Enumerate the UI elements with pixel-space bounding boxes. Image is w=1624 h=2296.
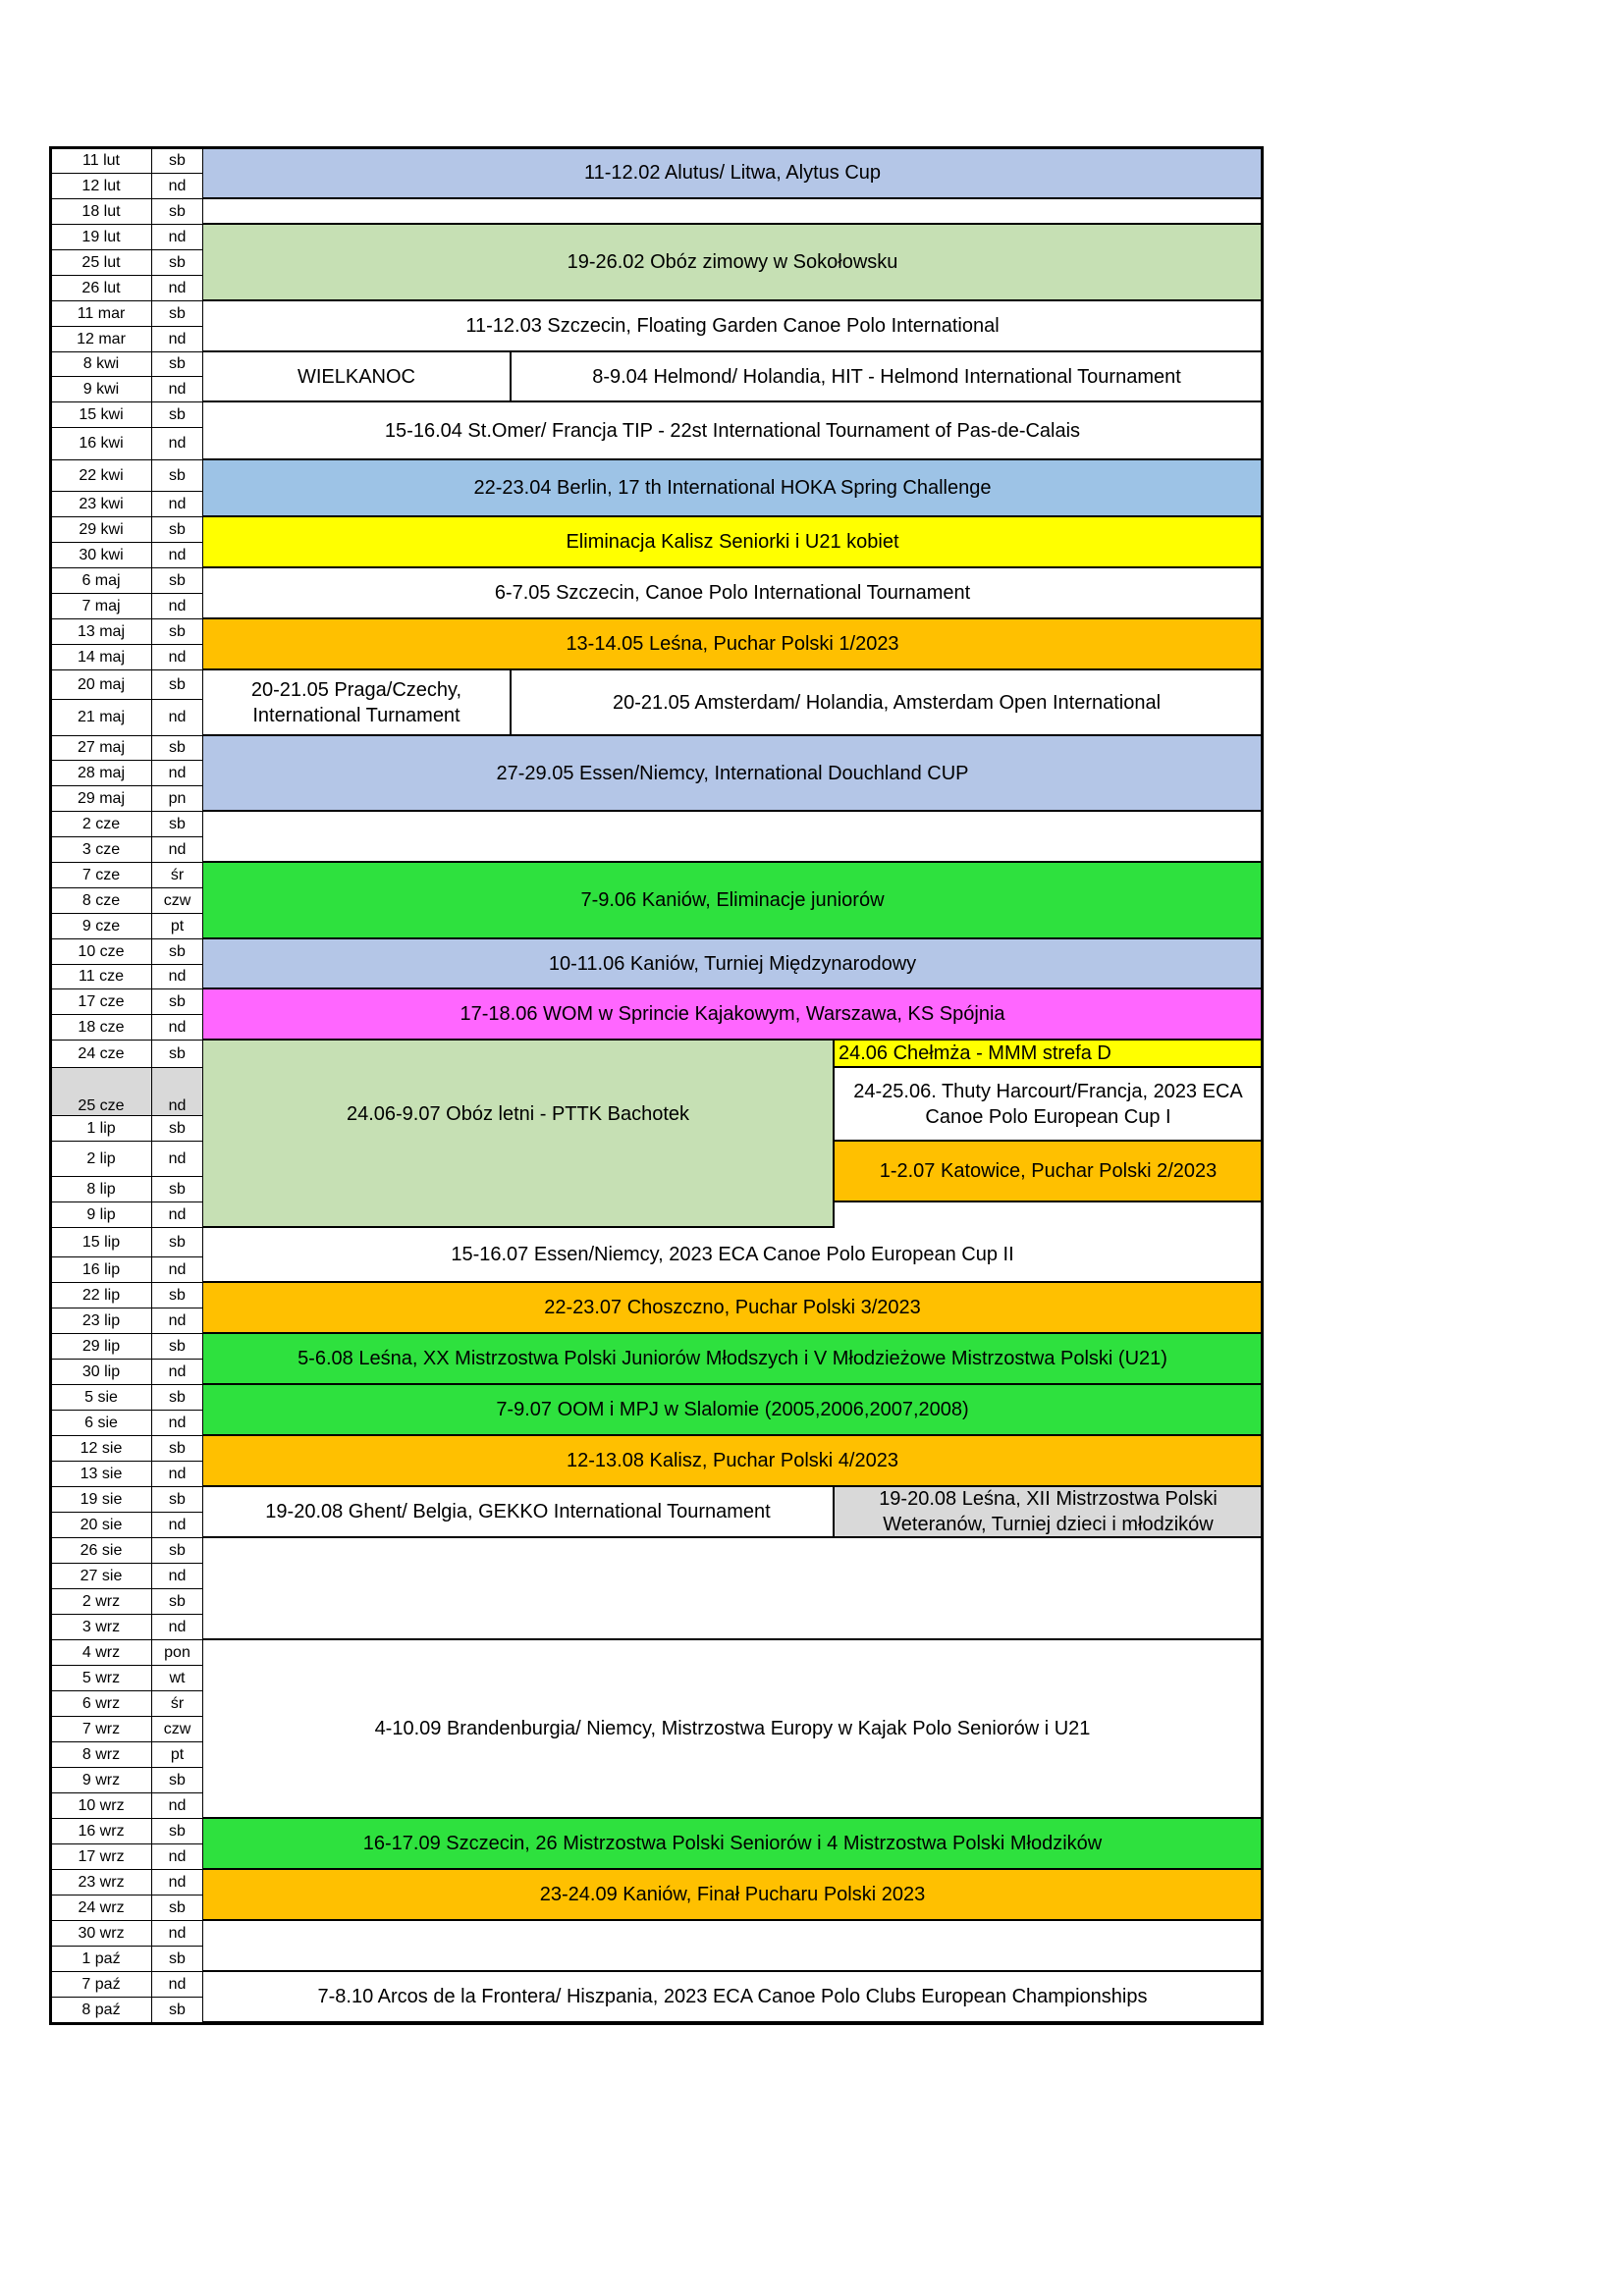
event-block: 27-29.05 Essen/Niemcy, International Douchland CUP — [203, 736, 1262, 812]
day-cell: nd — [152, 1972, 203, 1998]
date-cell: 18 lut — [51, 199, 152, 225]
day-cell: nd — [152, 1513, 203, 1538]
event-block: 24.06-9.07 Obóz letni - PTTK Bachotek — [203, 1041, 833, 1228]
day-cell: sb — [152, 736, 203, 761]
date-cell: 17 cze — [51, 989, 152, 1015]
day-cell: sb — [152, 1385, 203, 1411]
date-cell: 23 kwi — [51, 492, 152, 517]
date-cell: 2 lip — [51, 1142, 152, 1177]
day-cell: nd — [152, 1793, 203, 1819]
date-cell: 1 paź — [51, 1947, 152, 1972]
day-cell: nd — [152, 761, 203, 786]
date-cell: 26 sie — [51, 1538, 152, 1564]
day-cell: sb — [152, 301, 203, 327]
event-block: 22-23.07 Choszczno, Puchar Polski 3/2023 — [203, 1283, 1262, 1334]
day-cell: pon — [152, 1640, 203, 1666]
day-cell: nd — [152, 1870, 203, 1896]
day-cell: sb — [152, 1041, 203, 1068]
day-cell: pn — [152, 786, 203, 812]
day-cell: sb — [152, 517, 203, 543]
event-block: 23-24.09 Kaniów, Finał Pucharu Polski 2023 — [203, 1870, 1262, 1921]
calendar-table — [51, 148, 1262, 2053]
event-block: 20-21.05 Praga/Czechy, International Turnament — [203, 670, 510, 736]
day-cell: nd — [152, 594, 203, 619]
date-cell: 23 lip — [51, 1308, 152, 1334]
event-block: 19-20.08 Leśna, XII Mistrzostwa Polski Weteranów, Turniej dzieci i młodzików — [833, 1487, 1262, 1538]
event-block: 22-23.04 Berlin, 17 th International HOKA Spring Challenge — [203, 460, 1262, 517]
event-block: 6-7.05 Szczecin, Canoe Polo International Tournament — [203, 568, 1262, 619]
date-cell: 10 wrz — [51, 1793, 152, 1819]
date-cell: 16 kwi — [51, 428, 152, 460]
day-cell: sb — [152, 1819, 203, 1844]
day-cell: czw — [152, 888, 203, 914]
date-cell: 3 wrz — [51, 1615, 152, 1640]
date-cell: 21 maj — [51, 700, 152, 736]
date-cell: 8 kwi — [51, 352, 152, 377]
date-cell: 9 lip — [51, 1202, 152, 1228]
date-cell: 12 sie — [51, 1436, 152, 1462]
day-cell: sb — [152, 1177, 203, 1202]
date-cell: 20 maj — [51, 670, 152, 700]
day-cell: pt — [152, 914, 203, 939]
date-cell: 2 cze — [51, 812, 152, 837]
date-cell: 24 wrz — [51, 1896, 152, 1921]
day-cell: sb — [152, 199, 203, 225]
date-cell: 5 wrz — [51, 1666, 152, 1691]
event-block: 13-14.05 Leśna, Puchar Polski 1/2023 — [203, 619, 1262, 670]
day-cell: sb — [152, 250, 203, 276]
date-cell: 5 sie — [51, 1385, 152, 1411]
date-cell: 24 cze — [51, 1041, 152, 1068]
day-cell: nd — [152, 1308, 203, 1334]
date-cell: 25 lut — [51, 250, 152, 276]
event-block: WIELKANOC — [203, 352, 510, 402]
date-cell: 27 maj — [51, 736, 152, 761]
day-cell: nd — [152, 1615, 203, 1640]
date-cell: 9 kwi — [51, 377, 152, 402]
date-cell: 29 lip — [51, 1334, 152, 1360]
event-block: 5-6.08 Leśna, XX Mistrzostwa Polski Juniorów Młodszych i V Młodzieżowe Mistrzostwa Polski (U21) — [203, 1334, 1262, 1385]
date-cell: 13 maj — [51, 619, 152, 645]
event-block: 15-16.04 St.Omer/ Francja TIP - 22st International Tournament of Pas-de-Calais — [203, 402, 1262, 460]
date-cell: 20 sie — [51, 1513, 152, 1538]
day-cell: nd — [152, 1411, 203, 1436]
date-cell: 16 wrz — [51, 1819, 152, 1844]
date-cell: 8 lip — [51, 1177, 152, 1202]
date-cell: 22 lip — [51, 1283, 152, 1308]
day-cell: nd — [152, 428, 203, 460]
day-cell: sb — [152, 1896, 203, 1921]
event-block: 17-18.06 WOM w Sprincie Kajakowym, Warszawa, KS Spójnia — [203, 989, 1262, 1041]
day-cell: nd — [152, 174, 203, 199]
date-cell: 6 maj — [51, 568, 152, 594]
date-cell: 18 cze — [51, 1015, 152, 1041]
date-cell: 15 kwi — [51, 402, 152, 428]
day-cell: sb — [152, 989, 203, 1015]
date-cell: 14 maj — [51, 645, 152, 670]
day-cell: sb — [152, 1947, 203, 1972]
day-cell: nd — [152, 1015, 203, 1041]
date-cell: 2 wrz — [51, 1589, 152, 1615]
event-block: 16-17.09 Szczecin, 26 Mistrzostwa Polski Seniorów i 4 Mistrzostwa Polski Młodzików — [203, 1819, 1262, 1870]
day-cell: wt — [152, 1666, 203, 1691]
day-cell: sb — [152, 1487, 203, 1513]
day-cell: nd — [152, 700, 203, 736]
event-block: 7-9.07 OOM i MPJ w Slalomie (2005,2006,2007,2008) — [203, 1385, 1262, 1436]
day-cell: sb — [152, 812, 203, 837]
day-cell: sb — [152, 939, 203, 965]
event-block: 20-21.05 Amsterdam/ Holandia, Amsterdam Open International — [510, 670, 1262, 736]
day-cell: sb — [152, 352, 203, 377]
day-cell: sb — [152, 1998, 203, 2023]
event-block: 19-26.02 Obóz zimowy w Sokołowsku — [203, 225, 1262, 301]
day-cell: nd — [152, 225, 203, 250]
date-cell: 25 cze — [51, 1068, 152, 1116]
day-cell: sb — [152, 1116, 203, 1142]
event-block: 10-11.06 Kaniów, Turniej Międzynarodowy — [203, 939, 1262, 989]
event-block: 15-16.07 Essen/Niemcy, 2023 ECA Canoe Polo European Cup II — [203, 1228, 1262, 1283]
date-cell: 23 wrz — [51, 1870, 152, 1896]
day-cell: śr — [152, 863, 203, 888]
day-cell: śr — [152, 1691, 203, 1717]
event-block: 4-10.09 Brandenburgia/ Niemcy, Mistrzostwa Europy w Kajak Polo Seniorów i U21 — [203, 1640, 1262, 1819]
date-cell: 16 lip — [51, 1257, 152, 1283]
day-cell: nd — [152, 965, 203, 989]
event-block — [203, 199, 1262, 225]
date-cell: 8 wrz — [51, 1742, 152, 1768]
date-cell: 1 lip — [51, 1116, 152, 1142]
day-cell: sb — [152, 1283, 203, 1308]
day-cell: sb — [152, 1589, 203, 1615]
day-cell: nd — [152, 1068, 203, 1116]
event-block: 7-8.10 Arcos de la Frontera/ Hiszpania, 2023 ECA Canoe Polo Clubs European Championships — [203, 1972, 1262, 2023]
date-cell: 29 kwi — [51, 517, 152, 543]
date-cell: 27 sie — [51, 1564, 152, 1589]
date-cell: 6 sie — [51, 1411, 152, 1436]
day-cell: sb — [152, 619, 203, 645]
event-block: 1-2.07 Katowice, Puchar Polski 2/2023 — [833, 1142, 1262, 1202]
day-cell: nd — [152, 645, 203, 670]
date-cell: 19 lut — [51, 225, 152, 250]
day-cell: sb — [152, 460, 203, 492]
date-cell: 7 wrz — [51, 1717, 152, 1742]
day-cell: sb — [152, 1538, 203, 1564]
date-cell: 29 maj — [51, 786, 152, 812]
event-block: Eliminacja Kalisz Seniorki i U21 kobiet — [203, 517, 1262, 568]
day-cell: sb — [152, 1436, 203, 1462]
date-cell: 26 lut — [51, 276, 152, 301]
day-cell: pt — [152, 1742, 203, 1768]
day-cell: nd — [152, 1142, 203, 1177]
date-cell: 4 wrz — [51, 1640, 152, 1666]
day-cell: nd — [152, 1257, 203, 1283]
event-block: 19-20.08 Ghent/ Belgia, GEKKO International Tournament — [203, 1487, 833, 1538]
date-cell: 11 lut — [51, 148, 152, 174]
day-cell: nd — [152, 327, 203, 352]
event-block: 8-9.04 Helmond/ Holandia, HIT - Helmond International Tournament — [510, 352, 1262, 402]
event-block — [203, 1921, 1262, 1972]
event-block: 12-13.08 Kalisz, Puchar Polski 4/2023 — [203, 1436, 1262, 1487]
date-cell: 13 sie — [51, 1462, 152, 1487]
event-block — [203, 812, 1262, 863]
event-block: 11-12.03 Szczecin, Floating Garden Canoe Polo International — [203, 301, 1262, 352]
day-cell: sb — [152, 148, 203, 174]
date-cell: 15 lip — [51, 1228, 152, 1257]
event-block: 24.06 Chełmża - MMM strefa D — [833, 1041, 1262, 1068]
event-block — [203, 1538, 1262, 1640]
date-cell: 17 wrz — [51, 1844, 152, 1870]
day-cell: sb — [152, 568, 203, 594]
date-cell: 8 paź — [51, 1998, 152, 2023]
day-cell: sb — [152, 670, 203, 700]
date-cell: 7 paź — [51, 1972, 152, 1998]
day-cell: nd — [152, 276, 203, 301]
date-cell: 11 mar — [51, 301, 152, 327]
day-cell: sb — [152, 1768, 203, 1793]
date-cell: 7 maj — [51, 594, 152, 619]
date-cell: 30 wrz — [51, 1921, 152, 1947]
date-cell: 6 wrz — [51, 1691, 152, 1717]
day-cell: nd — [152, 543, 203, 568]
day-cell: nd — [152, 837, 203, 863]
date-cell: 9 cze — [51, 914, 152, 939]
day-cell: nd — [152, 377, 203, 402]
date-cell: 10 cze — [51, 939, 152, 965]
date-cell: 12 mar — [51, 327, 152, 352]
date-cell: 19 sie — [51, 1487, 152, 1513]
day-cell: nd — [152, 1921, 203, 1947]
day-cell: nd — [152, 1202, 203, 1228]
day-cell: sb — [152, 1334, 203, 1360]
day-cell: nd — [152, 1564, 203, 1589]
date-cell: 7 cze — [51, 863, 152, 888]
date-cell: 30 kwi — [51, 543, 152, 568]
day-cell: czw — [152, 1717, 203, 1742]
day-cell: nd — [152, 1360, 203, 1385]
event-block: 7-9.06 Kaniów, Eliminacje juniorów — [203, 863, 1262, 939]
day-cell: nd — [152, 1462, 203, 1487]
event-block: 24-25.06. Thuty Harcourt/Francja, 2023 ECA Canoe Polo European Cup I — [833, 1068, 1262, 1142]
event-block: 11-12.02 Alutus/ Litwa, Alytus Cup — [203, 148, 1262, 199]
date-cell: 12 lut — [51, 174, 152, 199]
date-cell: 3 cze — [51, 837, 152, 863]
date-cell: 28 maj — [51, 761, 152, 786]
day-cell: sb — [152, 1228, 203, 1257]
date-cell: 22 kwi — [51, 460, 152, 492]
date-cell: 30 lip — [51, 1360, 152, 1385]
date-cell: 9 wrz — [51, 1768, 152, 1793]
day-cell: nd — [152, 1844, 203, 1870]
day-cell: sb — [152, 402, 203, 428]
day-cell: nd — [152, 492, 203, 517]
date-cell: 8 cze — [51, 888, 152, 914]
date-cell: 11 cze — [51, 965, 152, 989]
